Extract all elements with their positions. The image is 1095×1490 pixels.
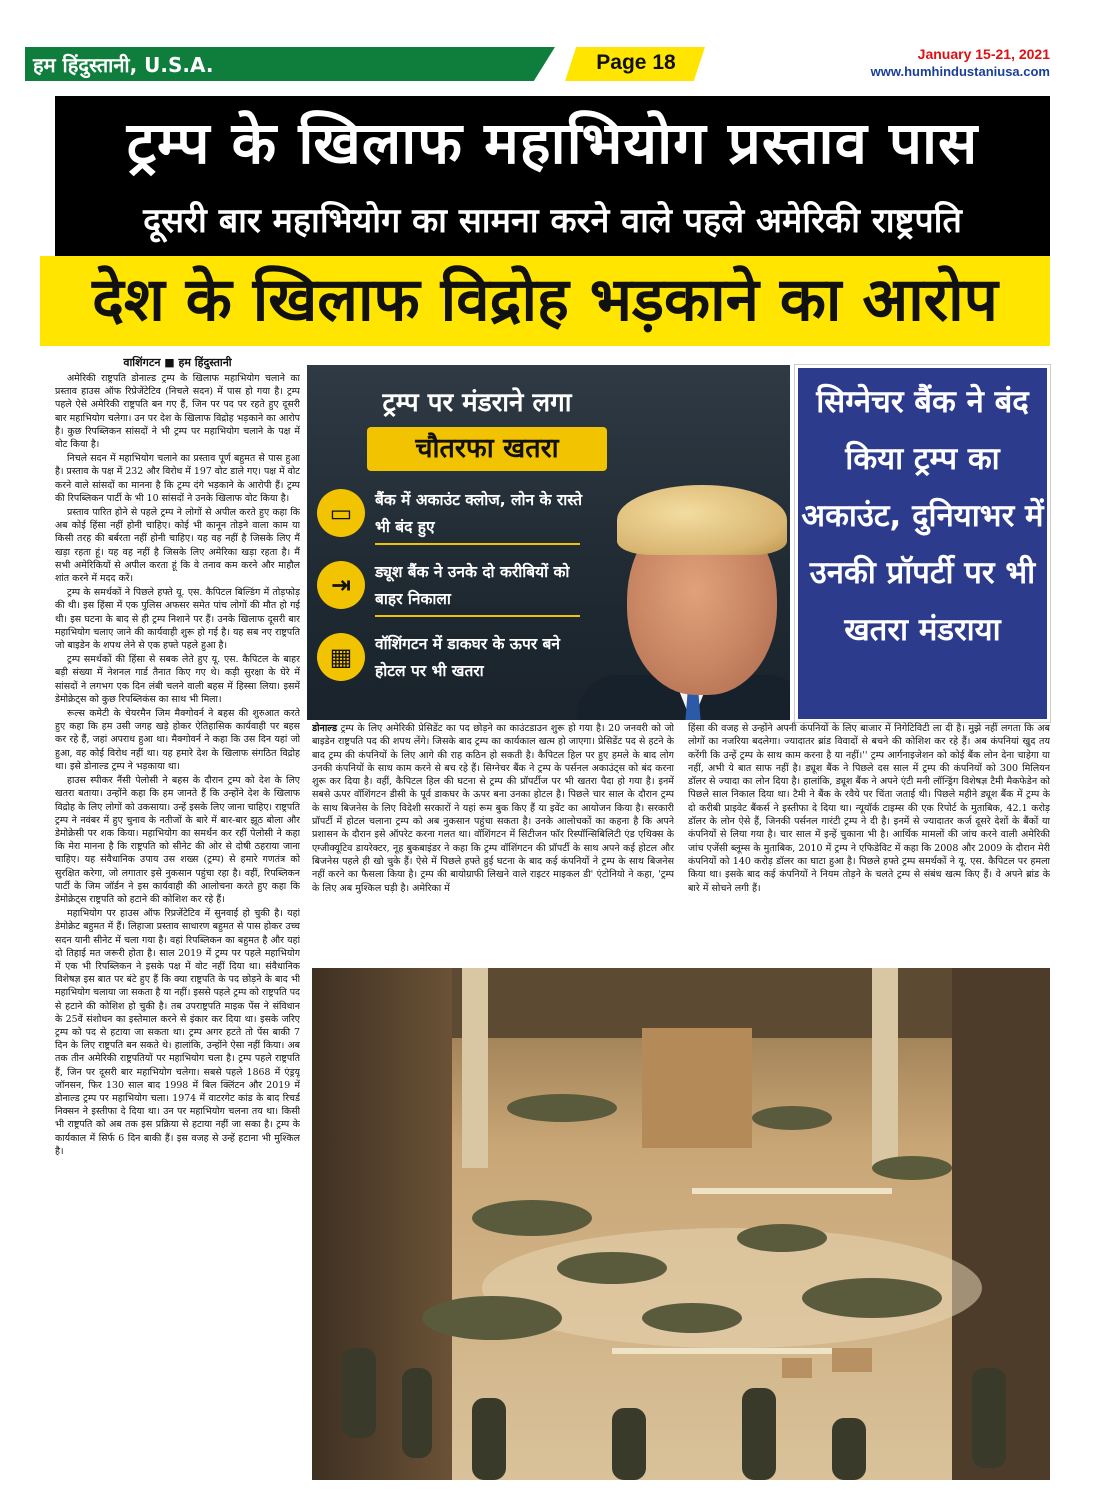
article-paragraph: हाउस स्पीकर नैंसी पेलोसी ने बहस के दौरान ट्रम्प को देश के लिए खतरा बताया। उन्होंने कहा कि हम जानते हैं कि उन्होंने देश के खिलाफ विद्रोह के लिए लोगों को उकसाया। उन्हें इसके लिए जाना चाहिए। राष्ट्रपति ट्रम्प ने नवंबर में हुए चुनाव के नतीजों के बारे में बार-बार झूठ बोला और डेमोक्रेसी पर शक किया। महाभियोग का समर्थन कर रहीं पेलोसी ने कहा कि मेरा मानना है कि राष्ट्रपति को सीनेट की ओर से दोषी ठहराया जाना चाहिए। यह संवैधानिक उपाय उस शख्स (ट्रम्प) से हमारे गणतंत्र को सुरक्षित करेगा, जो लगातार इसे नुकसान पहुंचा रहा है। वहीं, रिपब्लिकन पार्टी के जिम जॉर्डन ने इस कार्यवाही की आलोचना करते हुए कहा कि डेमोक्रेट्स राष्ट्रपति को हटाने की कोशिश कर रहे हैं। — [55, 775, 300, 905]
promo-item — [317, 483, 587, 545]
dateline: वाशिंगटन ■ हम हिंदुस्तानी — [123, 356, 232, 369]
divider — [375, 615, 580, 617]
article-paragraph: निचले सदन में महाभियोग चलाने का प्रस्ताव पूर्ण बहुमत से पास हुआ है। प्रस्ताव के पक्ष में 232 और विरोध में 197 वोट डाले गए। पक्ष में वोट करने वाले सांसदों का मानना है कि ट्रम्प दंगे भड़काने के आरोपी हैं। ट्रम्प की रिपब्लिकन पार्टी के भी 10 सांसदों ने उनके खिलाफ वोट किया है। — [55, 453, 300, 504]
article-paragraph: रूल्स कमेटी के चेयरमैन जिम मैक्गोवर्न ने बहस की शुरुआत करते हुए कहा कि हम उसी जगह खड़े होकर ऐतिहासिक कार्यवाही पर बहस कर रहे हैं, जहां अपराध हुआ था। मैक्गोवर्न ने कहा कि उस दिन यहां जो हुआ, वह कोई विरोध नहीं था। यह हमारे देश के खिलाफ संगठित विद्रोह था। इसे डोनाल्ड ट्रम्प ने भड़काया था। — [55, 708, 300, 772]
divider — [375, 543, 580, 545]
sub-headline: दूसरी बार महाभियोग का सामना करने वाले पहले अमेरिकी राष्ट्रपति — [143, 201, 962, 241]
lower-article-column-1 — [312, 722, 674, 962]
promo-item — [317, 627, 587, 689]
lead-word: डोनाल्ड — [312, 723, 338, 734]
third-headline: देश के खिलाफ विद्रोह भड़काने का आरोप — [92, 265, 998, 335]
lower-article — [312, 722, 1050, 962]
website-link[interactable]: www.humhindustaniusa.com — [870, 64, 1050, 79]
portrait-image — [577, 485, 790, 720]
left-article-column — [55, 355, 300, 1480]
bank-card-icon: ▭ — [317, 489, 365, 537]
hotel-icon: ▦ — [317, 633, 365, 681]
main-headline: ट्रम्प के खिलाफ महाभियोग प्रस्ताव पास — [126, 109, 979, 177]
article-text: ट्रम्प के लिए अमेरिकी प्रेसिडेंट का पद छोड़ने का काउंटडाउन शुरू हो गया है। 20 जनवरी को जो बाइडेन राष्ट्रपति पद की शपथ लेंगे। जिसके बाद ट्रम्प का कार्यकाल खत्म हो जाएगा। प्रेसिडेंट पद से हटने के बाद ट्रम्प की कंपनियों के लिए आगे की राह कठिन हो सकती है। कैपिटल हिल पर हुए हमले के बाद लोग उनकी कंपनियों के साथ काम करने से बच रहे हैं। सिग्नेचर बैंक ने ट्रम्प के पर्सनल अकाउंट्स को बंद करना शुरू कर दिया है। वहीं, कैपिटल हिल की घटना से ट्रम्प की प्रॉपर्टीज पर भी खतरा पैदा हो गया है। इनमें सबसे ऊपर वॉशिंगटन डीसी के पूर्व डाकघर के ऊपर बना उनका होटल है। पिछले चार साल के दौरान ट्रम्प के साथ बिजनेस के लिए विदेशी सरकारों ने यहां रूम बुक किए हैं या इवेंट का आयोजन किया है। सरकारी प्रॉपर्टी में होटल चलाना ट्रम्प को अब नुकसान पहुंचा सकता है। उनके आलोचकों का कहना है कि अपने प्रशासन के दौरान इसे ऑपरेट करना गलत था। वॉशिंगटन में सिटीजन फॉर रिस्पॉन्सिबिलिटी एंड एथिक्स के एग्जीक्यूटिव डायरेक्टर, नूह बुकबाइंडर ने कहा कि ट्रम्प वॉशिंगटन की प्रॉपर्टी के साथ अपने कई होटल और बिजनेस पहले ही खो चुके हैं। ऐसे में पिछले हफ्ते हुई घटना के बाद कई कंपनियों ने ट्रम्प के साथ बिजनेस नहीं करने का फैसला किया है। ट्रम्प की बायोग्राफी लिखने वाले राइटर माइकल डी' एंटोनियो ने कहा, 'ट्रम्प के लिए अब मुश्किल घड़ी है। अमेरिका में — [312, 723, 674, 894]
photo-illustration — [312, 968, 1050, 1480]
capitol-troops-photo — [312, 968, 1050, 1480]
article-paragraph: ट्रम्प समर्थकों की हिंसा से सबक लेते हुए यू. एस. कैपिटल के बाहर बड़ी संख्या में नेशनल गार्ड तैनात किए गए थे। कड़ी सुरक्षा के घेरे में सांसदों ने लगभग एक दिन लंबी चलने वाली बहस में हिस्सा लिया। इसमें डेमोक्रेट्स को कुछ रिपब्लिकंस का साथ भी मिला। — [55, 654, 300, 705]
promo-item-text: ड्यूश बैंक ने उनके दो करीबियों को बाहर निकाला — [375, 563, 570, 608]
promo-item-text: वॉशिंगटन में डाकघर के ऊपर बने होटल पर भी खतरा — [375, 635, 560, 680]
promo-item-text: बैंक में अकाउंट क्लोज, लोन के रास्ते भी बंद हुए — [375, 491, 583, 536]
newspaper-name: हम हिंदुस्तानी, U.S.A. — [33, 53, 214, 77]
promo-subtitle: चौतरफा खतरा — [367, 427, 607, 471]
page-number: Page 18 — [596, 51, 676, 74]
highlight-box — [795, 365, 1050, 722]
lower-article-column-2 — [688, 722, 1050, 962]
article-paragraph: महाभियोग पर हाउस ऑफ रिप्रजेंटेटिव में सुनवाई हो चुकी है। यहां डेमोक्रेट बहुमत में हैं। लिहाजा प्रस्ताव साधारण बहुमत से पास होकर उच्च सदन यानी सीनेट में चला गया है। वहां रिपब्लिकन का बहुमत है और यहां दो तिहाई मत जरूरी होता है। साल 2019 में ट्रम्प पर पहले महाभियोग में एक भी रिपब्लिकन ने इसके पक्ष में वोट नहीं दिया था। संवैधानिक विशेषज्ञ इस बात पर बंटे हुए हैं कि क्या राष्ट्रपति के पद छोड़ने के बाद भी महाभियोग चलाया जा सकता है या नहीं। इससे पहले ट्रम्प को राष्ट्रपति पद से हटाने की कोशिश हो चुकी है। तब उपराष्ट्रपति माइक पेंस ने संविधान के 25वें संशोधन का इस्तेमाल करने से इंकार कर दिया था। इसके जरिए ट्रम्प को पद से हटाया जा सकता था। ट्रम्प अगर हटते तो पेंस बाकी 7 दिन के लिए राष्ट्रपति बन सकते थे। हालांकि, उन्होंने ऐसा नहीं किया। अब तक तीन अमेरिकी राष्ट्रपतियों पर महाभियोग चला है। ट्रम्प पहले राष्ट्रपति हैं, जिन पर दूसरी बार महाभियोग चलेगा। सबसे पहले 1868 में एंड्रयू जॉनसन, फिर 130 साल बाद 1998 में बिल क्लिंटन और 2019 में डोनाल्ड ट्रम्प पर महाभियोग चला। 1974 में वाटरगेट कांड के बाद रिचर्ड निक्सन ने इस्तीफा दे दिया था। उन पर महाभियोग चलना तय था। किसी भी राष्ट्रपति को अब तक इस प्रक्रिया से हटाया नहीं जा सका है। ट्रम्प के कार्यकाल में सिर्फ 6 दिन बाकी हैं। इस वजह से उन्हें हटाना भी मुश्किल है। — [55, 908, 300, 1157]
portrait-hair — [617, 485, 787, 555]
article-paragraph: प्रस्ताव पारित होने से पहले ट्रम्प ने लोगों से अपील करते हुए कहा कि अब कोई हिंसा नहीं होनी चाहिए। कोई भी कानून तोड़ने वाला काम या किसी तरह की बर्बरता नहीं होनी चाहिए। यह वह नहीं है जिसके लिए मैं खड़ा रहता हूं। यह वह नहीं है जिसके लिए अमेरिका खड़ा रहता है। मैं सभी अमेरिकियों से अपील करता हूं कि वे तनाव कम करने और माहौल शांत करने में मदद करें। — [55, 507, 300, 585]
promo-graphic — [307, 365, 790, 720]
promo-item — [317, 555, 587, 617]
article-paragraph: ट्रम्प के समर्थकों ने पिछले हफ्ते यू. एस. कैपिटल बिल्डिंग में तोड़फोड़ की थी। इस हिंसा में एक पुलिस अफसर समेत पांच लोगों की मौत हो गई थी। इस घटना के बाद से ही ट्रम्प निशाने पर हैं। उनके खिलाफ दूसरी बार महाभियोग चलाए जाने की कार्यवाही शुरू हो गई है। यह सब नए राष्ट्रपति जो बाइडेन के शपथ लेने से एक हफ्ते पहले हुआ है। — [55, 587, 300, 652]
promo-title: ट्रम्प पर मंडराने लगा — [382, 388, 572, 418]
highlight-text: सिग्नेचर बैंक ने बंद किया ट्रम्प का अकाउंट, दुनियाभर में उनकी प्रॉपर्टी पर भी खतरा मंडराया — [801, 384, 1044, 648]
article-paragraph: अमेरिकी राष्ट्रपति डोनाल्ड ट्रम्प के खिलाफ महाभियोग चलाने का प्रस्ताव हाउस ऑफ रिप्रेजेंटेटिव (निचले सदन) में पास हो गया है। ट्रम्प पहले ऐसे अमेरिकी राष्ट्रपति बन गए हैं, जिन पर पद पर रहते हुए दूसरी बार महाभियोग चलेगा। उन पर देश के खिलाफ विद्रोह भड़काने का आरोप है। कुछ रिपब्लिकन सांसदों ने भी ट्रम्प पर महाभियोग चलाने के पक्ष में वोट किया है। — [55, 373, 300, 451]
issue-date: January 15-21, 2021 — [917, 46, 1050, 62]
article-paragraph — [312, 722, 674, 895]
masthead — [25, 47, 1050, 81]
person-exit-icon: ⇥ — [317, 561, 365, 609]
article-paragraph: हिंसा की वजह से उन्होंने अपनी कंपनियों के लिए बाजार में निगेटिविटी ला दी है। मुझे नहीं लगता कि अब लोगों का नजरिया बदलेगा। ज्यादातर ब्रांड विवादों से बचने की कोशिश कर रहे हैं। अब कंपनियां खुद तय करेंगी कि उन्हें ट्रम्प के साथ काम करना है या नहीं।'' ट्रम्प आर्गनाइजेशन को कोई बैंक लोन देना चाहेगा या नहीं, अभी ये बात साफ नहीं है। ड्यूश बैंक ने पिछले दस साल में ट्रम्प की कंपनियों को 300 मिलियन डॉलर से ज्यादा का लोन दिया है। हालांकि, ड्यूश बैंक ने अपने एंटी मनी लॉन्ड्रिंग विशेषज्ञ टैमी मैकफेडेन को पिछले साल निकाल दिया था। टैमी ने बैंक के रवैये पर चिंता जताई थी। पिछले महीने ड्यूश बैंक में ट्रम्प के दो करीबी प्राइवेट बैंकर्स ने इस्तीफा दे दिया था। न्यूयॉर्क टाइम्स की एक रिपोर्ट के मुताबिक, 42.1 करोड़ डॉलर के लोन ऐसे हैं, जिनकी पर्सनल गारंटी ट्रम्प ने दी है। इनमें से ज्यादातर कर्ज दूसरे देशों के बैंकों या कंपनियों से लिया गया है। चार साल में इन्हें चुकाना भी है। आर्थिक मामलों की जांच करने वाली अमेरिकी जांच एजेंसी ब्लूम्स के मुताबिक, 2010 में ट्रम्प ने एफिडेविट में कहा कि 2008 और 2009 के दौरान मेरी कंपनियों को 140 करोड़ डॉलर का घाटा हुआ है। पिछले हफ्ते ट्रम्प समर्थकों ने यू. एस. कैपिटल पर हमला किया था। इसके बाद कई कंपनियों ने नियम तोड़ने के चलते ट्रम्प से संबंध खत्म किए हैं। वे अपने ब्रांड के बारे में सोचने लगी हैं। — [688, 723, 1050, 894]
